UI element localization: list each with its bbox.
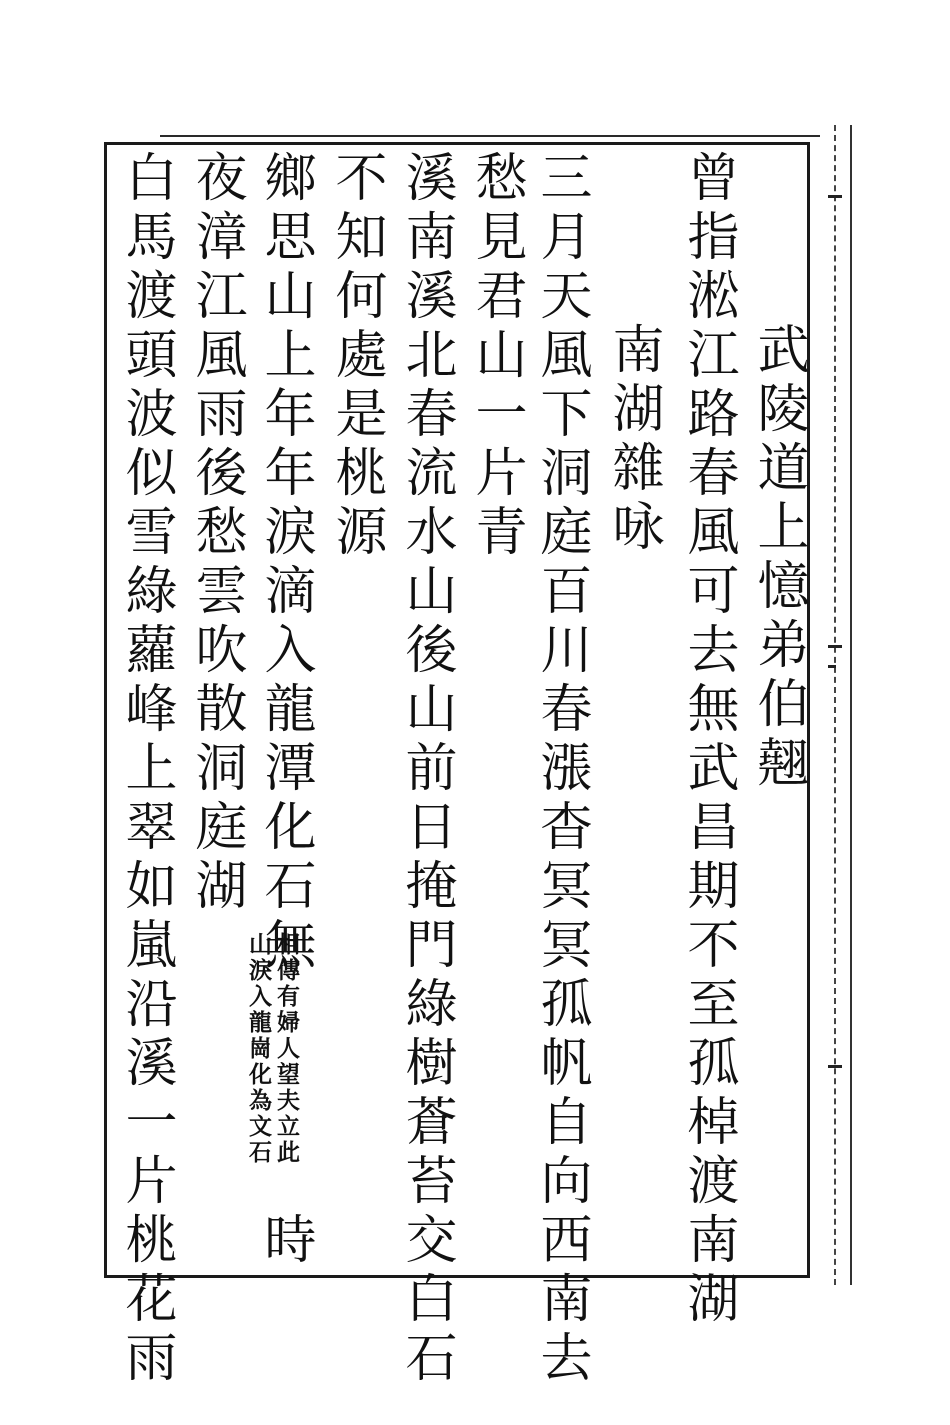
text-column-8-upper: 鄉思山上年年淚滴入龍潭化石無 xyxy=(255,150,315,976)
annotation-note-left: 山淚入龍崗化為文石 xyxy=(245,932,272,1166)
text-column-4: 三月天風下洞庭百川春漲杳冥冥孤帆自向西南去 xyxy=(531,150,591,1389)
gutter-mark xyxy=(828,195,842,198)
poem-title-nanhu: 南湖雜咏 xyxy=(603,322,663,558)
text-column-10: 白馬渡頭波似雪綠蘿峰上翠如嵐沿溪一片桃花雨 xyxy=(116,150,176,1389)
text-column-2: 曾指淞江路春風可去無武昌期不至孤棹渡南湖 xyxy=(678,150,738,1330)
gutter-mark xyxy=(828,665,836,668)
text-column-7: 不知何處是桃源 xyxy=(326,150,386,563)
gutter-mark xyxy=(828,645,842,648)
gutter-dashed-line xyxy=(834,125,838,1285)
text-column-8-lower: 時 xyxy=(255,1212,315,1271)
poem-title-wuling: 武陵道上憶弟伯翹 xyxy=(748,322,808,794)
annotation-note-right: 相傳有婦人望夫立此 xyxy=(273,932,300,1166)
top-rule xyxy=(160,135,820,137)
text-column-6: 溪南溪北春流水山後山前日掩門綠樹蒼苔交白石 xyxy=(396,150,456,1389)
text-column-9: 夜漳江風雨後愁雲吹散洞庭湖 xyxy=(186,150,246,917)
gutter-solid-line xyxy=(850,125,852,1285)
gutter-mark xyxy=(828,1065,842,1068)
page-gutter xyxy=(822,125,882,1295)
text-column-5: 愁見君山一片青 xyxy=(466,150,526,563)
